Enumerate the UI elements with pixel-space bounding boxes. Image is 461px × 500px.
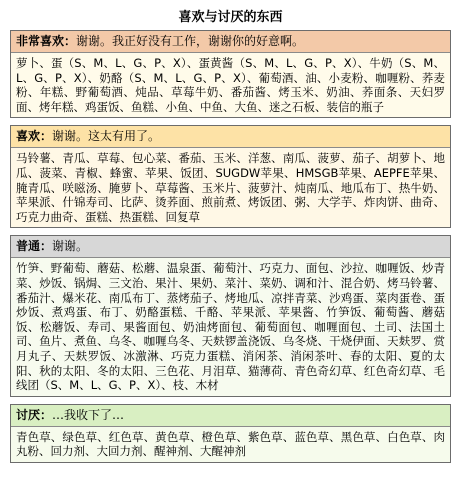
section-reply: 谢谢。这太有用了。 <box>52 129 161 144</box>
section-items: 竹笋、野葡萄、蘑菇、松蘑、温泉蛋、葡萄汁、巧克力、面包、沙拉、咖喱饭、炒青菜、炒饭、锅焗、三文治、果汁、果奶、菜汁、菜奶、调和汁、混合奶、烤马铃薯、番茄汁、爆米花、南瓜布丁、蒸烤茄子、烤地瓜、凉拌青菜、沙鸡蛋、菜肉蛋卷、蛋炒饭、煮鸡蛋、布丁、奶酪蛋糕、千酪、苹果派、苹果酱、竹笋饭、葡萄酱、蘑菇饭、松蘑饭、寿司、果酱面包、奶油烤面包、葡萄面包、咖喱面包、土司、法国土司、鱼片、煮鱼、乌冬、咖喱乌冬、天麸锣盖浇饭、乌冬烧、干烧伊面、天麸罗、赏月丸子、天麸罗饭、冰激淋、巧克力蛋糕、消闲茶、消闲茶叶、春的太阳、夏的太阳、秋的太阳、冬的太阳、三色花、月泪草、猫薄荷、青色奇幻草、红色奇幻草、毛线团（S、M、L、G、P、X）、枝、木材 <box>16 261 445 393</box>
section-dislike <box>10 404 451 463</box>
section-items: 青色草、绿色草、红色草、黄色草、橙色草、紫色草、蓝色草、黑色草、白色草、肉丸粉、回力剂、大回力剂、醒神剂、大醒神剂 <box>16 429 445 459</box>
section-label: 讨厌： <box>16 407 53 422</box>
section-header <box>11 126 450 148</box>
section-label: 非常喜欢： <box>16 34 77 48</box>
section-items: 马铃薯、青瓜、草莓、包心菜、番茄、玉米、洋葱、南瓜、菠萝、茄子、胡萝卜、地瓜、菠菜、青椒、蜂蜜、苹果、饭团、SUGDW苹果、HMSGB苹果、AEPFE苹果、腌青瓜、咲嗞汤、腌萝卜、草莓酱、玉米片、菠萝汁、炖南瓜、地瓜布丁、热牛奶、苹果派、什锦寿司、比萨、烫荞面、煎前煮、烤饭团、粥、大学芋、炸肉饼、曲奇、巧克力曲奇、蛋糕、热蛋糕、回复草 <box>16 151 445 224</box>
section-reply: …我收下了… <box>52 407 125 422</box>
section-label: 普通： <box>16 239 53 254</box>
section-reply: 谢谢。 <box>52 239 89 254</box>
section-items: 萝卜、蛋（S、M、L、G、P、X）、蛋黄酱（S、M、L、G、P、X）、牛奶（S、M、L、G、P、X）、奶酪（S、M、L、G、P、X）、葡萄酒、油、小麦粉、咖喱粉、荞麦粉、年糕、野葡萄酒、炖品、草莓牛奶、番茄酱、烤玉米、奶油、荞面条、天妇罗面、烤年糕、鸡蛋饭、鱼糕、小鱼、中鱼、大鱼、迷之石板、装信的瓶子 <box>16 56 445 114</box>
section-reply: 谢谢。我正好没有工作，谢谢你的好意啊。 <box>76 34 305 48</box>
section-header <box>11 405 450 427</box>
section-header <box>11 236 450 258</box>
page-title: 喜欢与讨厌的东西 <box>178 10 283 25</box>
section-label: 喜欢： <box>16 129 53 144</box>
section-like <box>10 125 451 228</box>
section-header <box>11 31 450 53</box>
section-neutral <box>10 235 451 396</box>
section-love <box>10 30 451 118</box>
